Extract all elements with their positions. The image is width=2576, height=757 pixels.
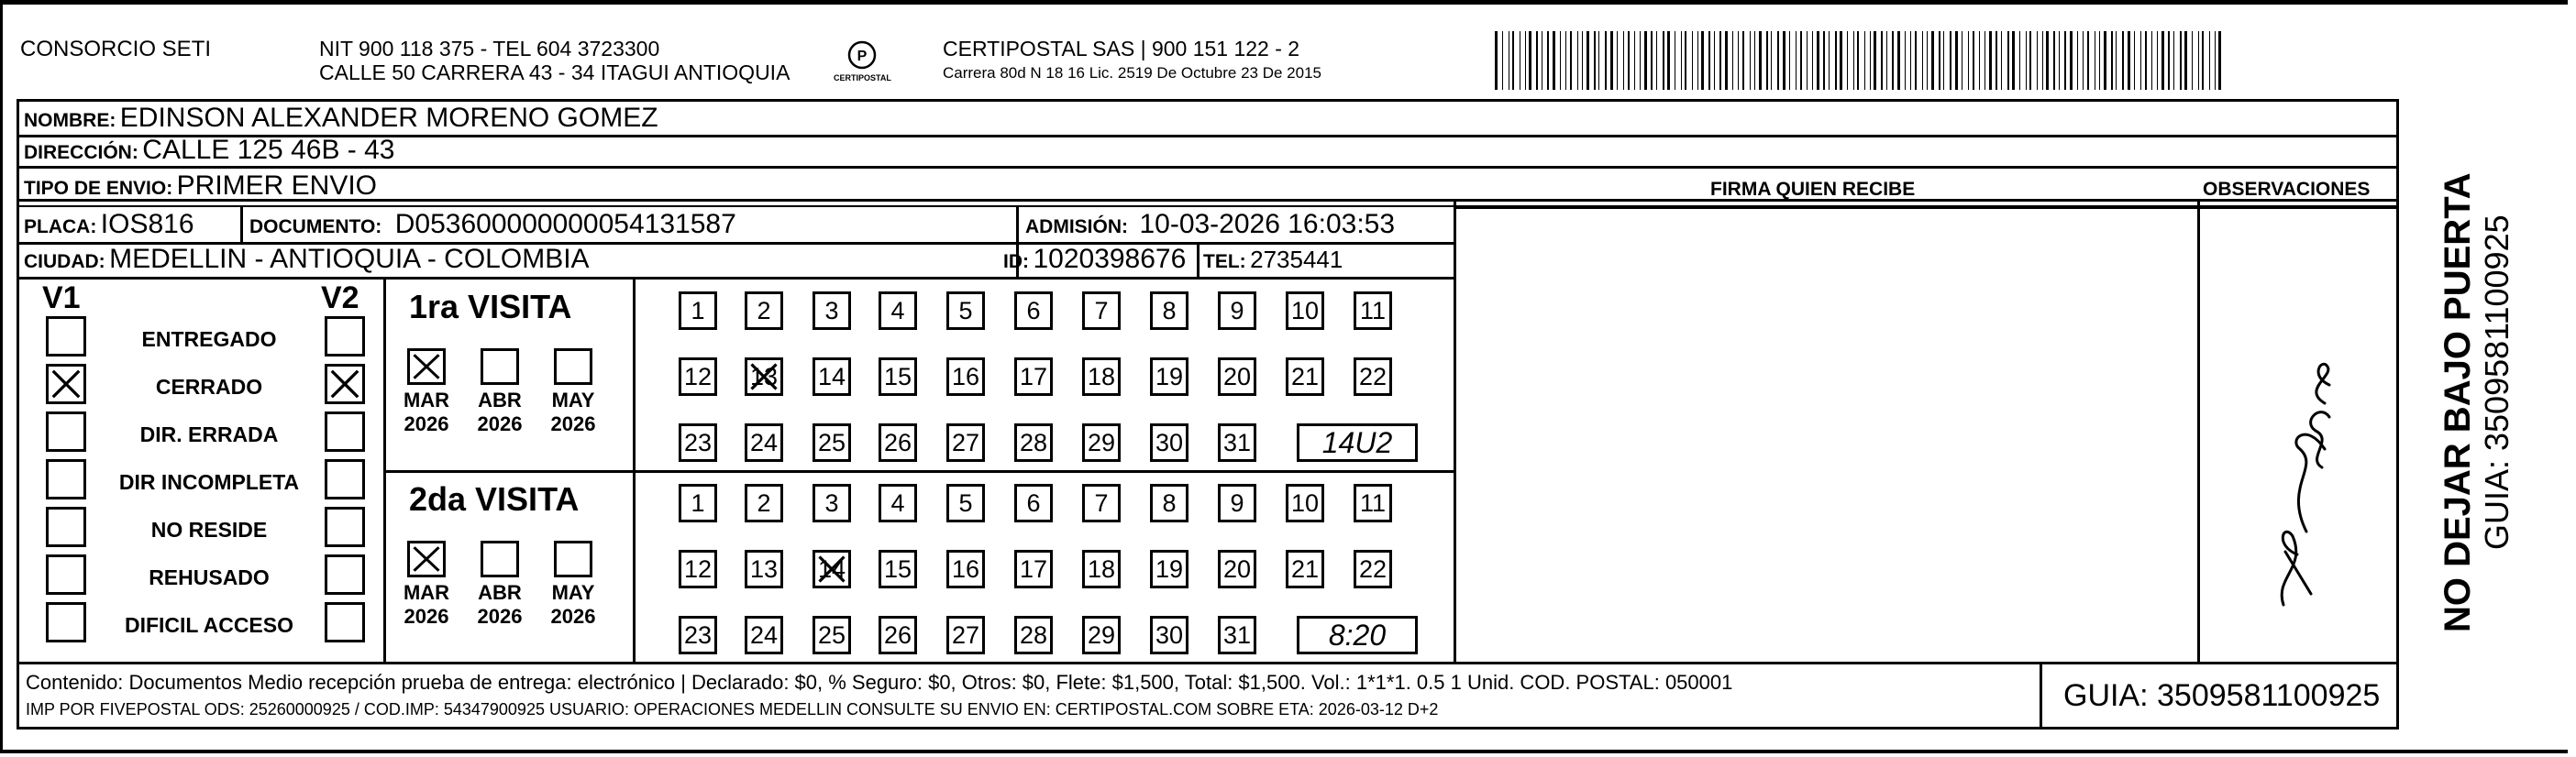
company-name: CONSORCIO SETI	[20, 37, 212, 61]
visit-time-box[interactable]: 8:20	[1297, 616, 1418, 654]
day-box[interactable]: 22	[1354, 357, 1392, 396]
placa-value: IOS816	[100, 209, 194, 239]
v2-checkbox[interactable]	[325, 602, 365, 642]
direccion-row	[24, 135, 394, 166]
month-checkbox[interactable]	[481, 541, 519, 577]
day-box[interactable]: 26	[879, 616, 917, 654]
v2-checkbox[interactable]	[325, 364, 365, 404]
day-box[interactable]: 3	[813, 291, 851, 330]
month-checkbox[interactable]	[407, 348, 446, 385]
day-box[interactable]: 5	[946, 291, 985, 330]
status-label: NO RESIDE	[150, 518, 268, 542]
v2-checkbox[interactable]	[325, 507, 365, 547]
barcode	[1495, 31, 2228, 90]
day-box[interactable]: 21	[1286, 357, 1324, 396]
day-box[interactable]: 18	[1082, 357, 1121, 396]
v2-checkbox[interactable]	[325, 554, 365, 595]
direccion-value: CALLE 125 46B - 43	[142, 135, 395, 165]
status-label: DIR. ERRADA	[139, 422, 279, 446]
id-value: 1020398676	[1033, 244, 1187, 274]
day-box[interactable]: 19	[1150, 357, 1188, 396]
tipo-value: PRIMER ENVIO	[176, 170, 378, 201]
tipo-label: TIPO DE ENVIO:	[24, 178, 173, 199]
day-box[interactable]: 4	[879, 291, 917, 330]
day-box[interactable]: 8	[1150, 291, 1188, 330]
day-box[interactable]: 6	[1014, 291, 1053, 330]
day-box[interactable]: 24	[745, 423, 783, 462]
footer-contenido: Contenido: Documentos Medio recepción prueba de entrega: electrónico | Declarado: $0, % Seguro: $0, Otros: $0, Flete: $1,500, Total: $1,500. Vol.: 1*1*1. 0.5 1 Unid. COD. POSTAL: 050001	[26, 671, 1733, 694]
tel-label: TEL:	[1203, 251, 1246, 272]
day-box[interactable]: 13	[745, 357, 783, 396]
placa-label: PLACA:	[24, 216, 97, 237]
day-box[interactable]: 21	[1286, 550, 1324, 588]
tel-row	[1203, 246, 1343, 274]
id-label: ID:	[1003, 251, 1029, 272]
visit-time-box[interactable]: 14U2	[1297, 423, 1418, 462]
day-box[interactable]: 10	[1286, 291, 1324, 330]
month-label: ABR 2026	[477, 581, 523, 628]
day-box[interactable]: 23	[679, 616, 717, 654]
day-box[interactable]: 24	[745, 616, 783, 654]
nombre-row	[24, 103, 658, 134]
no-dejar-label: NO DEJAR BAJO PUERTA	[2438, 172, 2478, 632]
v2-checkbox[interactable]	[325, 411, 365, 452]
day-box[interactable]: 14	[813, 550, 851, 588]
day-box[interactable]: 3	[813, 484, 851, 522]
day-box[interactable]: 17	[1014, 357, 1053, 396]
ciudad-value: MEDELLIN - ANTIOQUIA - COLOMBIA	[109, 244, 590, 274]
placa-row	[24, 209, 194, 240]
ciudad-label: CIUDAD:	[24, 251, 105, 272]
day-box[interactable]: 1	[679, 291, 717, 330]
documento-value: D053600000000054131587	[394, 209, 736, 239]
day-box[interactable]: 27	[946, 616, 985, 654]
admision-value: 10-03-2026 16:03:53	[1139, 209, 1396, 239]
day-box[interactable]: 20	[1218, 550, 1256, 588]
day-box[interactable]: 14	[813, 357, 851, 396]
day-box[interactable]: 20	[1218, 357, 1256, 396]
admision-row	[1025, 209, 1395, 240]
month-label: MAR 2026	[403, 389, 450, 435]
day-box[interactable]: 28	[1014, 616, 1053, 654]
day-box[interactable]: 28	[1014, 423, 1053, 462]
day-box[interactable]: 6	[1014, 484, 1053, 522]
day-box[interactable]: 11	[1354, 291, 1392, 330]
footer-imp: IMP POR FIVEPOSTAL ODS: 25260000925 / COD.IMP: 54347900925 USUARIO: OPERACIONES MEDELLIN CONSULTE SU ENVIO EN: CERTIPOSTAL.COM SOBRE ETA: 2026-03-12 D+2	[26, 700, 1439, 719]
status-label: ENTREGADO	[141, 327, 277, 351]
day-box[interactable]: 25	[813, 616, 851, 654]
day-box[interactable]: 16	[946, 357, 985, 396]
v1-label: V1	[42, 280, 81, 315]
admision-label: ADMISIÓN:	[1025, 216, 1128, 237]
day-box[interactable]: 2	[745, 484, 783, 522]
certipostal-line: CERTIPOSTAL SAS | 900 151 122 - 2	[943, 37, 1300, 60]
day-box[interactable]: 27	[946, 423, 985, 462]
day-box[interactable]: 23	[679, 423, 717, 462]
firma-header: FIRMA QUIEN RECIBE	[1710, 179, 1916, 200]
day-box[interactable]: 16	[946, 550, 985, 588]
day-box[interactable]: 5	[946, 484, 985, 522]
day-box[interactable]: 7	[1082, 291, 1121, 330]
day-box[interactable]: 25	[813, 423, 851, 462]
day-box[interactable]: 30	[1150, 423, 1188, 462]
day-box[interactable]: 22	[1354, 550, 1392, 588]
day-box[interactable]: 26	[879, 423, 917, 462]
day-box[interactable]: 10	[1286, 484, 1324, 522]
day-box[interactable]: 31	[1218, 423, 1256, 462]
day-box[interactable]: 13	[745, 550, 783, 588]
day-box[interactable]: 12	[679, 357, 717, 396]
day-box[interactable]: 11	[1354, 484, 1392, 522]
day-box[interactable]: 31	[1218, 616, 1256, 654]
footer-guia: GUIA: 3509581100925	[2063, 678, 2381, 713]
day-box[interactable]: 9	[1218, 484, 1256, 522]
day-box[interactable]: 29	[1082, 616, 1121, 654]
day-box[interactable]: 19	[1150, 550, 1188, 588]
day-box[interactable]: 2	[745, 291, 783, 330]
status-label: CERRADO	[155, 375, 263, 399]
status-label: DIR INCOMPLETA	[118, 470, 300, 494]
day-box[interactable]: 9	[1218, 291, 1256, 330]
observaciones-header: OBSERVACIONES	[2203, 179, 2371, 200]
nombre-value: EDINSON ALEXANDER MORENO GOMEZ	[119, 103, 658, 133]
day-box[interactable]: 12	[679, 550, 717, 588]
day-box[interactable]: 17	[1014, 550, 1053, 588]
month-checkbox[interactable]	[481, 348, 519, 385]
month-checkbox[interactable]	[554, 348, 592, 385]
day-box[interactable]: 1	[679, 484, 717, 522]
recipient-signature	[2219, 348, 2375, 614]
month-checkbox[interactable]	[554, 541, 592, 577]
tel-value: 2735441	[1250, 246, 1343, 273]
day-box[interactable]: 29	[1082, 423, 1121, 462]
day-box[interactable]: 30	[1150, 616, 1188, 654]
svg-text:P: P	[857, 49, 868, 64]
visit2-title: 2da VISITA	[409, 480, 580, 518]
license-line: Carrera 80d N 18 16 Lic. 2519 De Octubre 23 De 2015	[943, 64, 1321, 82]
nit-line: NIT 900 118 375 - TEL 604 3723300	[319, 37, 660, 60]
month-label: MAY 2026	[550, 581, 596, 628]
v2-checkbox[interactable]	[325, 316, 365, 357]
day-box[interactable]: 18	[1082, 550, 1121, 588]
nombre-label: NOMBRE:	[24, 110, 116, 131]
documento-label: DOCUMENTO:	[249, 216, 382, 237]
status-label: REHUSADO	[149, 565, 270, 589]
visit1-title: 1ra VISITA	[409, 288, 572, 325]
v2-label: V2	[321, 280, 359, 315]
status-label: DIFICIL ACCESO	[124, 613, 293, 637]
v2-checkbox[interactable]	[325, 459, 365, 499]
month-checkbox[interactable]	[407, 541, 446, 577]
ciudad-row	[24, 244, 590, 275]
documento-row	[249, 209, 736, 240]
id-row	[1003, 244, 1186, 275]
day-box[interactable]: 7	[1082, 484, 1121, 522]
day-box[interactable]: 15	[879, 357, 917, 396]
tipo-row	[24, 170, 377, 202]
address-line: CALLE 50 CARRERA 43 - 34 ITAGUI ANTIOQUIA	[319, 60, 790, 84]
month-label: ABR 2026	[477, 389, 523, 435]
day-box[interactable]: 4	[879, 484, 917, 522]
side-guia: GUIA: 3509581100925	[2478, 214, 2515, 550]
month-label: MAY 2026	[550, 389, 596, 435]
day-box[interactable]: 15	[879, 550, 917, 588]
direccion-label: DIRECCIÓN:	[24, 142, 138, 163]
day-box[interactable]: 8	[1150, 484, 1188, 522]
month-label: MAR 2026	[403, 581, 450, 628]
certipostal-logo: P CERTIPOSTAL	[830, 38, 894, 90]
